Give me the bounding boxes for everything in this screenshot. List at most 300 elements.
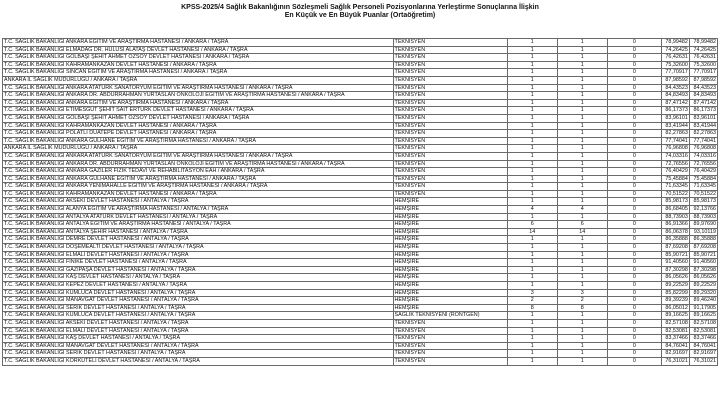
min-score-cell: 84,76041	[661, 342, 689, 350]
max-score-cell: 84,43523	[689, 84, 717, 92]
min-score-cell: 86,17373	[661, 107, 689, 115]
empty-count-cell: 0	[607, 122, 661, 130]
placed-count-cell: 1	[557, 137, 607, 145]
quota-cell: 1	[507, 46, 557, 54]
empty-count-cell: 0	[607, 76, 661, 84]
empty-count-cell: 0	[607, 198, 661, 206]
min-score-cell: 86,05012	[661, 304, 689, 312]
position-title-cell: HEMŞİRE	[393, 282, 507, 290]
max-score-cell: 83,96101	[689, 114, 717, 122]
placed-count-cell: 1	[557, 251, 607, 259]
empty-count-cell: 0	[607, 228, 661, 236]
position-title-cell: TEKNİSYEN	[393, 190, 507, 198]
quota-cell: 1	[507, 274, 557, 282]
max-score-cell: 75,45884	[689, 175, 717, 183]
table-row	[3, 46, 718, 54]
min-score-cell: 77,70917	[661, 69, 689, 77]
max-score-cell: 87,30298	[689, 266, 717, 274]
empty-count-cell: 0	[607, 168, 661, 176]
institution-cell: T.C. SAĞLIK BAKANLIĞI ANKARA ATATÜRK SANATORYUM EĞİTİM VE ARAŞTIRMA HASTANESİ / ANKARA / TAŞRA	[3, 152, 394, 160]
institution-cell: T.C. SAĞLIK BAKANLIĞI KAHRAMANKAZAN DEVLET HASTANESİ / ANKARA / TAŞRA	[3, 190, 394, 198]
max-score-cell: 86,17373	[689, 107, 717, 115]
max-score-cell: 88,73903	[689, 213, 717, 221]
institution-cell: T.C. SAĞLIK BAKANLIĞI ANTALYA EĞİTİM VE ARAŞTIRMA HASTANESİ / ANTALYA / TAŞRA	[3, 221, 394, 229]
position-title-cell: HEMŞİRE	[393, 289, 507, 297]
position-title-cell: TEKNİSYEN	[393, 327, 507, 335]
document-title-line-1: KPSS-2025/4 Sağlık Bakanlığının Sözleşmeli Sağlık Personeli Pozisyonlarına Yerleştirme Sonuçlarına İlişkin	[181, 4, 539, 11]
quota-cell: 1	[507, 69, 557, 77]
institution-cell: T.C. SAĞLIK BAKANLIĞI ANKARA DR. ABDURRAHMAN YURTASLAN ONKOLOJİ EĞİTİM VE ARAŞTIRMA HASTANESİ / ANKARA / TAŞRA	[3, 92, 394, 100]
table-row	[3, 335, 718, 343]
placed-count-cell: 1	[557, 259, 607, 267]
institution-cell: T.C. SAĞLIK BAKANLIĞI KAHRAMANKAZAN DEVLET HASTANESİ / ANKARA / TAŞRA	[3, 122, 394, 130]
min-score-cell: 76,40429	[661, 168, 689, 176]
empty-count-cell: 0	[607, 213, 661, 221]
position-title-cell: HEMŞİRE	[393, 251, 507, 259]
institution-cell: T.C. SAĞLIK BAKANLIĞI KORKUTELİ DEVLET HASTANESİ / ANTALYA / TAŞRA	[3, 357, 394, 365]
table-row	[3, 137, 718, 145]
table-row	[3, 190, 718, 198]
min-score-cell: 84,83493	[661, 92, 689, 100]
table-row	[3, 274, 718, 282]
max-score-cell: 74,03316	[689, 152, 717, 160]
position-title-cell: TEKNİSYEN	[393, 160, 507, 168]
quota-cell: 2	[507, 297, 557, 305]
placed-count-cell: 1	[557, 175, 607, 183]
institution-cell: T.C. SAĞLIK BAKANLIĞI KAŞ DEVLET HASTANESİ / ANTALYA / TAŞRA	[3, 335, 394, 343]
institution-cell: T.C. SAĞLIK BAKANLIĞI ANKARA YENİMAHALLE EĞİTİM VE ARAŞTIRMA HASTANESİ / ANKARA / TAŞRA	[3, 183, 394, 191]
table-row	[3, 122, 718, 130]
min-score-cell: 87,47142	[661, 99, 689, 107]
min-score-cell: 86,35888	[661, 236, 689, 244]
position-title-cell: HEMŞİRE	[393, 259, 507, 267]
table-row	[3, 107, 718, 115]
empty-count-cell: 0	[607, 175, 661, 183]
max-score-cell: 70,51522	[689, 190, 717, 198]
min-score-cell: 89,39239	[661, 297, 689, 305]
document-title-line-2: En Küçük ve En Büyük Puanlar (Ortaöğretim)	[284, 12, 436, 19]
quota-cell: 1	[507, 168, 557, 176]
position-title-cell: TEKNİSYEN	[393, 168, 507, 176]
quota-cell: 1	[507, 61, 557, 69]
empty-count-cell: 0	[607, 350, 661, 358]
institution-cell: T.C. SAĞLIK BAKANLIĞI ANTALYA ATATÜRK DEVLET HASTANESİ / ANTALYA / TAŞRA	[3, 213, 394, 221]
placed-count-cell: 4	[557, 206, 607, 214]
max-score-cell: 86,05626	[689, 274, 717, 282]
placed-count-cell: 1	[557, 46, 607, 54]
max-score-cell: 86,35888	[689, 236, 717, 244]
empty-count-cell: 0	[607, 152, 661, 160]
table-row	[3, 327, 718, 335]
empty-count-cell: 0	[607, 319, 661, 327]
quota-cell: 1	[507, 183, 557, 191]
max-score-cell: 92,13766	[689, 206, 717, 214]
max-score-cell: 82,27863	[689, 130, 717, 138]
min-score-cell: 75,45884	[661, 175, 689, 183]
placed-count-cell: 14	[557, 228, 607, 236]
empty-count-cell: 0	[607, 39, 661, 47]
table-row	[3, 297, 718, 305]
quota-cell: 1	[507, 54, 557, 62]
institution-cell: T.C. SAĞLIK BAKANLIĞI ELMADAĞ DR. HULUSİ ALATAŞ DEVLET HASTANESİ / ANKARA / TAŞRA	[3, 46, 394, 54]
max-score-cell: 83,37466	[689, 335, 717, 343]
max-score-cell: 85,98173	[689, 198, 717, 206]
placed-count-cell: 1	[557, 122, 607, 130]
placed-count-cell: 1	[557, 160, 607, 168]
table-row	[3, 221, 718, 229]
position-title-cell: TEKNİSYEN	[393, 39, 507, 47]
placed-count-cell: 1	[557, 39, 607, 47]
quota-cell: 1	[507, 137, 557, 145]
placed-count-cell: 1	[557, 114, 607, 122]
empty-count-cell: 0	[607, 251, 661, 259]
empty-count-cell: 0	[607, 357, 661, 365]
quota-cell: 1	[507, 99, 557, 107]
quota-cell: 1	[507, 236, 557, 244]
placed-count-cell: 1	[557, 69, 607, 77]
placed-count-cell: 1	[557, 312, 607, 320]
position-title-cell: TEKNİSYEN	[393, 61, 507, 69]
placed-count-cell: 1	[557, 236, 607, 244]
empty-count-cell: 0	[607, 54, 661, 62]
table-row	[3, 168, 718, 176]
position-title-cell: TEKNİSYEN	[393, 319, 507, 327]
table-row	[3, 236, 718, 244]
institution-cell: T.C. SAĞLIK BAKANLIĞI SERİK DEVLET HASTANESİ / ANTALYA / TAŞRA	[3, 304, 394, 312]
min-score-cell: 83,37466	[661, 335, 689, 343]
institution-cell: T.C. SAĞLIK BAKANLIĞI ANKARA GAZİLER FİZİK TEDAVİ VE REHABİLİTASYON EAH / ANKARA / TAŞRA	[3, 168, 394, 176]
position-title-cell: TEKNİSYEN	[393, 69, 507, 77]
min-score-cell: 91,40560	[661, 259, 689, 267]
institution-cell: T.C. SAĞLIK BAKANLIĞI AKSEKİ DEVLET HASTANESİ / ANTALYA / TAŞRA	[3, 198, 394, 206]
quota-cell: 1	[507, 327, 557, 335]
position-title-cell: TEKNİSYEN	[393, 92, 507, 100]
quota-cell: 1	[507, 39, 557, 47]
max-score-cell: 85,90721	[689, 251, 717, 259]
min-score-cell: 83,96101	[661, 114, 689, 122]
table-row	[3, 251, 718, 259]
table-row	[3, 152, 718, 160]
quota-cell: 1	[507, 342, 557, 350]
min-score-cell: 85,98173	[661, 198, 689, 206]
empty-count-cell: 0	[607, 335, 661, 343]
quota-cell: 6	[507, 221, 557, 229]
table-row	[3, 99, 718, 107]
max-score-cell: 76,96808	[689, 145, 717, 153]
min-score-cell: 86,06378	[661, 228, 689, 236]
empty-count-cell: 0	[607, 183, 661, 191]
institution-cell: T.C. SAĞLIK BAKANLIĞI SERİK DEVLET HASTANESİ / ANTALYA / TAŞRA	[3, 350, 394, 358]
institution-cell: T.C. SAĞLIK BAKANLIĞI KAŞ DEVLET HASTANESİ / ANTALYA / TAŞRA	[3, 274, 394, 282]
empty-count-cell: 0	[607, 327, 661, 335]
min-score-cell: 70,51522	[661, 190, 689, 198]
max-score-cell: 89,46240	[689, 297, 717, 305]
quota-cell: 1	[507, 198, 557, 206]
empty-count-cell: 0	[607, 282, 661, 290]
table-row	[3, 61, 718, 69]
placed-count-cell: 1	[557, 274, 607, 282]
institution-cell: T.C. SAĞLIK BAKANLIĞI DEMRE DEVLET HASTANESİ / ANTALYA / TAŞRA	[3, 236, 394, 244]
table-row	[3, 304, 718, 312]
empty-count-cell: 0	[607, 266, 661, 274]
empty-count-cell: 0	[607, 99, 661, 107]
table-row	[3, 266, 718, 274]
position-title-cell: HEMŞİRE	[393, 221, 507, 229]
max-score-cell: 87,47142	[689, 99, 717, 107]
placed-count-cell: 1	[557, 130, 607, 138]
placed-count-cell: 3	[557, 289, 607, 297]
min-score-cell: 89,16625	[661, 312, 689, 320]
quota-cell: 1	[507, 114, 557, 122]
min-score-cell: 74,26425	[661, 46, 689, 54]
quota-cell: 1	[507, 160, 557, 168]
institution-cell: T.C. SAĞLIK BAKANLIĞI FİNİKE DEVLET HASTANESİ / ANTALYA / TAŞRA	[3, 259, 394, 267]
quota-cell: 1	[507, 319, 557, 327]
quota-cell: 1	[507, 190, 557, 198]
position-title-cell: HEMŞİRE	[393, 236, 507, 244]
placed-count-cell: 1	[557, 335, 607, 343]
institution-cell: T.C. SAĞLIK BAKANLIĞI GÖLBAŞI ŞEHİT AHMET ÖZSOY DEVLET HASTANESİ / ANKARA / TAŞRA	[3, 54, 394, 62]
institution-cell: T.C. SAĞLIK BAKANLIĞI MANAVGAT DEVLET HASTANESİ / ANTALYA / TAŞRA	[3, 342, 394, 350]
max-score-cell: 93,10119	[689, 228, 717, 236]
institution-cell: T.C. SAĞLIK BAKANLIĞI ANKARA EĞİTİM VE ARAŞTIRMA HASTANESİ / ANKARA / TAŞRA	[3, 39, 394, 47]
quota-cell: 1	[507, 335, 557, 343]
empty-count-cell: 0	[607, 342, 661, 350]
min-score-cell: 77,74041	[661, 137, 689, 145]
institution-cell: T.C. SAĞLIK BAKANLIĞI ANKARA ATATÜRK SANATORYUM EĞİTİM VE ARAŞTIRMA HASTANESİ / ANKARA / TAŞRA	[3, 84, 394, 92]
max-score-cell: 76,42631	[689, 54, 717, 62]
placed-count-cell: 1	[557, 350, 607, 358]
max-score-cell: 82,91697	[689, 350, 717, 358]
quota-cell: 1	[507, 84, 557, 92]
placed-count-cell: 1	[557, 54, 607, 62]
institution-cell: T.C. SAĞLIK BAKANLIĞI ANKARA GÜLHANE EĞİTİM VE ARAŞTIRMA HASTANESİ / ANKARA / TAŞRA	[3, 137, 394, 145]
institution-cell: T.C. SAĞLIK BAKANLIĞI ELMALI DEVLET HASTANESİ / ANTALYA / TAŞRA	[3, 327, 394, 335]
position-title-cell: TEKNİSYEN	[393, 99, 507, 107]
min-score-cell: 76,42631	[661, 54, 689, 62]
institution-cell: T.C. SAĞLIK BAKANLIĞI MANAVGAT DEVLET HASTANESİ / ANTALYA / TAŞRA	[3, 297, 394, 305]
empty-count-cell: 0	[607, 244, 661, 252]
position-title-cell: HEMŞİRE	[393, 297, 507, 305]
quota-cell: 1	[507, 107, 557, 115]
quota-cell: 1	[507, 213, 557, 221]
position-title-cell: HEMŞİRE	[393, 244, 507, 252]
table-row	[3, 289, 718, 297]
quota-cell: 1	[507, 244, 557, 252]
table-row	[3, 259, 718, 267]
position-title-cell: TEKNİSYEN	[393, 46, 507, 54]
min-score-cell: 72,76556	[661, 160, 689, 168]
institution-cell: ANKARA İL SAĞLIK MÜDÜRLÜĞÜ / ANKARA / TAŞRA	[3, 76, 394, 84]
placed-count-cell: 1	[557, 92, 607, 100]
empty-count-cell: 0	[607, 114, 661, 122]
max-score-cell: 72,76556	[689, 160, 717, 168]
min-score-cell: 82,27863	[661, 130, 689, 138]
quota-cell: 1	[507, 312, 557, 320]
min-score-cell: 82,53081	[661, 327, 689, 335]
table-row	[3, 282, 718, 290]
placed-count-cell: 1	[557, 266, 607, 274]
table-row	[3, 206, 718, 214]
position-title-cell: TEKNİSYEN	[393, 145, 507, 153]
table-row	[3, 92, 718, 100]
min-score-cell: 88,73903	[661, 213, 689, 221]
empty-count-cell: 0	[607, 84, 661, 92]
quota-cell: 1	[507, 350, 557, 358]
quota-cell: 1	[507, 122, 557, 130]
empty-count-cell: 0	[607, 312, 661, 320]
quota-cell: 1	[507, 259, 557, 267]
placed-count-cell: 1	[557, 168, 607, 176]
table-row	[3, 183, 718, 191]
position-title-cell: TEKNİSYEN	[393, 183, 507, 191]
max-score-cell: 91,40560	[689, 259, 717, 267]
placed-count-cell: 1	[557, 84, 607, 92]
position-title-cell: HEMŞİRE	[393, 206, 507, 214]
table-row	[3, 145, 718, 153]
institution-cell: T.C. SAĞLIK BAKANLIĞI AKSEKİ DEVLET HASTANESİ / ANTALYA / TAŞRA	[3, 319, 394, 327]
max-score-cell: 87,98592	[689, 76, 717, 84]
institution-cell: T.C. SAĞLIK BAKANLIĞI ETİMESGUT ŞEHİT SAİT ERTÜRK DEVLET HASTANESİ / ANKARA / TAŞRA	[3, 107, 394, 115]
institution-cell: T.C. SAĞLIK BAKANLIĞI KEPEZ DEVLET HASTANESİ / ANTALYA / TAŞRA	[3, 282, 394, 290]
min-score-cell: 78,99482	[661, 39, 689, 47]
position-title-cell: TEKNİSYEN	[393, 130, 507, 138]
min-score-cell: 82,91697	[661, 350, 689, 358]
table-row	[3, 350, 718, 358]
placed-count-cell: 1	[557, 145, 607, 153]
institution-cell: T.C. SAĞLIK BAKANLIĞI GÖLBAŞI ŞEHİT AHMET ÖZSOY DEVLET HASTANESİ / ANKARA / TAŞRA	[3, 114, 394, 122]
empty-count-cell: 0	[607, 274, 661, 282]
quota-cell: 4	[507, 206, 557, 214]
institution-cell: T.C. SAĞLIK BAKANLIĞI GAZİPAŞA DEVLET HASTANESİ / ANTALYA / TAŞRA	[3, 266, 394, 274]
institution-cell: T.C. SAĞLIK BAKANLIĞI POLATLI DUATEPE DEVLET HASTANESİ / ANKARA / TAŞRA	[3, 130, 394, 138]
results-table-body	[3, 39, 718, 366]
table-row	[3, 342, 718, 350]
placed-count-cell: 8	[557, 304, 607, 312]
empty-count-cell: 0	[607, 221, 661, 229]
table-row	[3, 76, 718, 84]
quota-cell: 1	[507, 357, 557, 365]
max-score-cell: 89,29320	[689, 289, 717, 297]
empty-count-cell: 0	[607, 236, 661, 244]
empty-count-cell: 0	[607, 69, 661, 77]
placed-count-cell: 1	[557, 107, 607, 115]
placed-count-cell: 1	[557, 319, 607, 327]
min-score-cell: 89,22529	[661, 282, 689, 290]
results-table	[2, 38, 718, 366]
min-score-cell: 76,31021	[661, 357, 689, 365]
max-score-cell: 87,69208	[689, 244, 717, 252]
table-row	[3, 319, 718, 327]
table-row	[3, 84, 718, 92]
min-score-cell: 71,63345	[661, 183, 689, 191]
position-title-cell: TEKNİSYEN	[393, 76, 507, 84]
min-score-cell: 87,30298	[661, 266, 689, 274]
position-title-cell: TEKNİSYEN	[393, 342, 507, 350]
quota-cell: 1	[507, 76, 557, 84]
quota-cell: 1	[507, 145, 557, 153]
max-score-cell: 84,76041	[689, 342, 717, 350]
min-score-cell: 86,68405	[661, 206, 689, 214]
table-row	[3, 198, 718, 206]
min-score-cell: 85,90721	[661, 251, 689, 259]
placed-count-cell: 1	[557, 282, 607, 290]
table-row	[3, 175, 718, 183]
quota-cell: 1	[507, 266, 557, 274]
placed-count-cell: 1	[557, 327, 607, 335]
min-score-cell: 76,96808	[661, 145, 689, 153]
placed-count-cell: 1	[557, 198, 607, 206]
position-title-cell: TEKNİSYEN	[393, 54, 507, 62]
empty-count-cell: 0	[607, 107, 661, 115]
institution-cell: T.C. SAĞLIK BAKANLIĞI KUMLUCA DEVLET HASTANESİ / ANTALYA / TAŞRA	[3, 289, 394, 297]
institution-cell: T.C. SAĞLIK BAKANLIĞI ANKARA DR. ABDURRAHMAN YURTASLAN ONKOLOJİ EĞİTİM VE ARAŞTIRMA HASTANESİ / ANKARA / TAŞRA	[3, 160, 394, 168]
position-title-cell: HEMŞİRE	[393, 228, 507, 236]
table-row	[3, 54, 718, 62]
placed-count-cell: 2	[557, 297, 607, 305]
max-score-cell: 77,74041	[689, 137, 717, 145]
position-title-cell: HEMŞİRE	[393, 304, 507, 312]
empty-count-cell: 0	[607, 160, 661, 168]
quota-cell: 1	[507, 152, 557, 160]
max-score-cell: 77,70917	[689, 69, 717, 77]
max-score-cell: 76,40429	[689, 168, 717, 176]
max-score-cell: 89,97690	[689, 221, 717, 229]
institution-cell: T.C. SAĞLIK BAKANLIĞI ELMALI DEVLET HASTANESİ / ANTALYA / TAŞRA	[3, 251, 394, 259]
institution-cell: T.C. SAĞLIK BAKANLIĞI ANKARA EĞİTİM VE ARAŞTIRMA HASTANESİ / ANKARA / TAŞRA	[3, 99, 394, 107]
position-title-cell: HEMŞİRE	[393, 266, 507, 274]
position-title-cell: HEMŞİRE	[393, 213, 507, 221]
institution-cell: ANKARA İL SAĞLIK MÜDÜRLÜĞÜ / ANKARA / TAŞRA	[3, 145, 394, 153]
quota-cell: 14	[507, 228, 557, 236]
empty-count-cell: 0	[607, 130, 661, 138]
max-score-cell: 82,53081	[689, 327, 717, 335]
table-row	[3, 213, 718, 221]
position-title-cell: TEKNİSYEN	[393, 175, 507, 183]
institution-cell: T.C. SAĞLIK BAKANLIĞI ANTALYA ŞEHİR HASTANESİ / ANTALYA / TAŞRA	[3, 228, 394, 236]
institution-cell: T.C. SAĞLIK BAKANLIĞI SİNCAN EĞİTİM VE ARAŞTIRMA HASTANESİ / ANKARA / TAŞRA	[3, 69, 394, 77]
placed-count-cell: 1	[557, 244, 607, 252]
max-score-cell: 89,22529	[689, 282, 717, 290]
empty-count-cell: 0	[607, 92, 661, 100]
quota-cell: 1	[507, 251, 557, 259]
institution-cell: T.C. SAĞLIK BAKANLIĞI ALANYA EĞİTİM VE ARAŞTIRMA HASTANESİ / ANTALYA / TAŞRA	[3, 206, 394, 214]
placed-count-cell: 1	[557, 152, 607, 160]
institution-cell: T.C. SAĞLIK BAKANLIĞI DÖŞEMEALTI DEVLET HASTANESİ / ANTALYA / TAŞRA	[3, 244, 394, 252]
min-score-cell: 82,57108	[661, 319, 689, 327]
min-score-cell: 84,43523	[661, 84, 689, 92]
table-row	[3, 39, 718, 47]
max-score-cell: 82,57108	[689, 319, 717, 327]
empty-count-cell: 0	[607, 206, 661, 214]
max-score-cell: 75,32600	[689, 61, 717, 69]
placed-count-cell: 1	[557, 342, 607, 350]
empty-count-cell: 0	[607, 46, 661, 54]
min-score-cell: 86,91366	[661, 221, 689, 229]
max-score-cell: 84,83493	[689, 92, 717, 100]
table-row	[3, 160, 718, 168]
min-score-cell: 75,32600	[661, 61, 689, 69]
max-score-cell: 78,99482	[689, 39, 717, 47]
position-title-cell: TEKNİSYEN	[393, 350, 507, 358]
position-title-cell: TEKNİSYEN	[393, 357, 507, 365]
table-row	[3, 357, 718, 365]
placed-count-cell: 1	[557, 190, 607, 198]
position-title-cell: TEKNİSYEN	[393, 84, 507, 92]
max-score-cell: 83,41944	[689, 122, 717, 130]
quota-cell: 1	[507, 282, 557, 290]
min-score-cell: 86,05626	[661, 274, 689, 282]
